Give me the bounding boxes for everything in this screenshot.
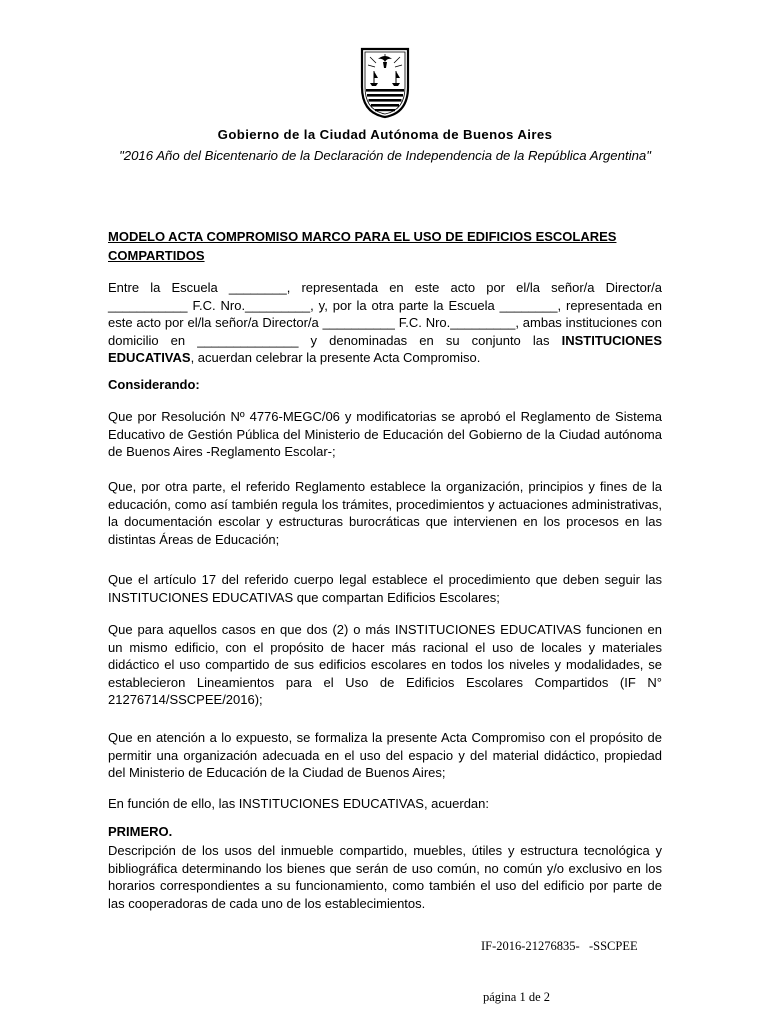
government-title: Gobierno de la Ciudad Autónoma de Buenos Aires (217, 127, 553, 142)
intro-paragraph (108, 279, 662, 367)
buenos-aires-coat-of-arms-icon (356, 43, 414, 119)
paragraph-formaliza: Que en atención a lo expuesto, se formaliza la presente Acta Compromiso con el propósito de permitir una organización adecuada en el uso del espacio y del material didáctico, propiedad del Ministerio de Educación de la Ciudad de Buenos Aires; (108, 730, 662, 781)
commemorative-year-subtitle: "2016 Año del Bicentenario de la Declaración de Independencia de la República Argentina" (119, 148, 651, 163)
document-title: MODELO ACTA COMPROMISO MARCO PARA EL USO DE EDIFICIOS ESCOLARES COMPARTIDOS (108, 229, 617, 263)
paragraph-lineamientos: Que para aquellos casos en que dos (2) o más INSTITUCIONES EDUCATIVAS funcionen en un mismo edificio, con el propósito de hacer más racional el uso de locales y materiales didáctico el uso compartido de sus edificios escolares en todos los niveles y modalidades, se establecieron Lineamientos para el Uso de Edificios Escolares Compartidos (IF N° 21276714/SSCPEE/2016); (108, 622, 662, 708)
paragraph-resolucion: Que por Resolución Nº 4776-MEGC/06 y modificatorias se aprobó el Reglamento de Sistema Educativo de Gestión Pública del Ministerio de Educación del Gobierno de la Ciudad autónoma de Buenos Aires -Reglamento Escolar-; (108, 409, 662, 460)
page-number-footer: página 1 de 2 (483, 990, 550, 1004)
primero-paragraph: Descripción de los usos del inmueble compartido, muebles, útiles y estructura tecnológica y bibliográfica determinando los bienes que serán de uso común, no común y/o exclusivo en los horarios correspondientes a su funcionamiento, como también el uso del edificio por parte de las cooperadoras de cada uno de los establecimientos. (108, 843, 662, 911)
intro-end-text: , acuerdan celebrar la presente Acta Compromiso. (190, 350, 481, 366)
intro-text: Entre la Escuela ________, representada en este acto por el/la señor/a Director/a ___________ F.C. Nro._________, y, por la otra parte la Escuela ________, representada en este acto por el/la señor/a Director/a __________ F.C. Nro._________, ambas instituciones con domicilio en ______________ y denominadas en su conjunto las (108, 280, 662, 348)
paragraph-articulo-17: Que el artículo 17 del referido cuerpo legal establece el procedimiento que deben seguir las INSTITUCIONES EDUCATIVAS que compartan Edificios Escolares; (108, 572, 662, 605)
primero-heading: PRIMERO. (108, 824, 173, 839)
paragraph-reglamento: Que, por otra parte, el referido Reglamento establece la organización, principios y fines de la educación, como así también regula los trámites, procedimientos y actuaciones administrativas, la documentación escolar y estructuras burocráticas que intervienen en los procesos en las distintas Áreas de Educación; (108, 479, 662, 547)
paragraph-acuerdan: En función de ello, las INSTITUCIONES EDUCATIVAS, acuerdan: (108, 796, 489, 811)
considerando-heading: Considerando: (108, 377, 200, 392)
document-id-footer: IF-2016-21276835- -SSCPEE (481, 939, 638, 953)
intro-bold-term: INSTITUCIONES EDUCATIVAS (108, 332, 662, 366)
